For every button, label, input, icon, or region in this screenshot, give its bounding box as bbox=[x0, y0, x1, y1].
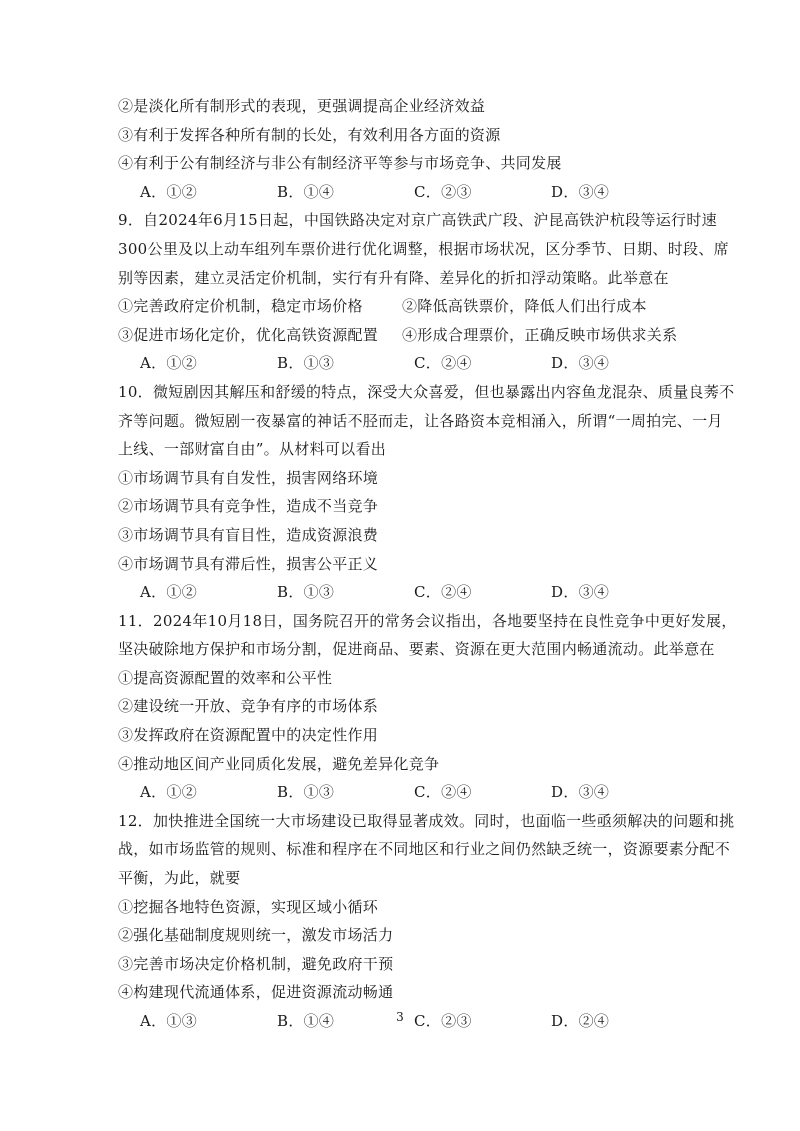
question-12 bbox=[118, 807, 735, 1036]
question-9 bbox=[118, 206, 729, 378]
choice-1: ①提高资源配置的效率和公平性 bbox=[118, 668, 333, 687]
option-d: D．③④ bbox=[551, 583, 610, 602]
answer-options bbox=[118, 349, 684, 378]
option-a: A．①② bbox=[140, 354, 198, 373]
question-stem-line: 10．微短剧因其解压和舒缓的特点，深受大众喜爱，但也暴露出内容鱼龙混杂、质量良莠不 bbox=[118, 382, 735, 401]
option-b: B．①④ bbox=[277, 1012, 335, 1030]
choice-row bbox=[118, 292, 684, 321]
option-b: B．①③ bbox=[277, 583, 335, 602]
question-stem-line: 坚决破除地方保护和市场分割，促进商品、要素、资源在更大范围内畅通流动。此举意在 bbox=[118, 640, 715, 659]
choice-1: ①挖掘各地特色资源，实现区域小循环 bbox=[118, 897, 379, 916]
question-11 bbox=[118, 607, 737, 807]
choice-4: ④构建现代流通体系，促进资源流动畅通 bbox=[118, 983, 394, 1002]
question-stem-line: 齐等问题。微短剧一夜暴富的神话不胫而走，让各路资本竞相涌入，所谓“一周拍完、一月 bbox=[118, 411, 723, 430]
choice-2: ②建设统一开放、竞争有序的市场体系 bbox=[118, 697, 379, 716]
option-c: C．②④ bbox=[414, 783, 472, 802]
choice-2: ②降低高铁票价，降低人们出行成本 bbox=[402, 297, 647, 316]
option-b: B．①④ bbox=[277, 182, 335, 201]
question-stem-line: 9．自2024年6月15日起，中国铁路决定对京广高铁武广段、沪昆高铁沪杭段等运行时速 bbox=[118, 211, 717, 230]
choice-3: ③完善市场决定价格机制，避免政府干预 bbox=[118, 954, 394, 973]
choice-3: ③市场调节具有盲目性，造成资源浪费 bbox=[118, 525, 379, 544]
option-c: C．②④ bbox=[414, 583, 472, 602]
option-b: B．①③ bbox=[277, 354, 335, 373]
question-stem-line: 12．加快推进全国统一大市场建设已取得显著成效。同时，也面临一些亟须解决的问题和挑 bbox=[118, 811, 735, 830]
question-10 bbox=[118, 378, 735, 607]
option-a: A．①③ bbox=[140, 1012, 198, 1030]
option-a: A．①② bbox=[140, 783, 198, 802]
question-stem-line: 别等因素，建立灵活定价机制，实行有升有降、差异化的折扣浮动策略。此举意在 bbox=[118, 268, 669, 287]
choice-3: ③促进市场化定价，优化高铁资源配置 bbox=[118, 325, 379, 344]
question-stem-line: 平衡，为此，就要 bbox=[118, 869, 241, 888]
choice-4: ④形成合理票价，正确反映市场供求关系 bbox=[402, 325, 678, 344]
option-c: C．②③ bbox=[414, 1012, 472, 1030]
answer-options bbox=[118, 578, 684, 607]
choice-1: ①完善政府定价机制，稳定市场价格 bbox=[118, 297, 363, 316]
choice-2: ②市场调节具有竞争性，造成不当竞争 bbox=[118, 497, 379, 516]
prev-question-tail bbox=[118, 92, 684, 206]
question-stem-line: 上线、一部财富自由”。从材料可以看出 bbox=[118, 440, 387, 459]
page-number: 3 bbox=[396, 1010, 404, 1024]
choice-row bbox=[118, 321, 684, 350]
option-b: B．①③ bbox=[277, 783, 335, 802]
choice-4: ④有利于公有制经济与非公有制经济平等参与市场竞争、共同发展 bbox=[118, 154, 562, 173]
answer-options bbox=[118, 178, 684, 207]
choice-3: ③发挥政府在资源配置中的决定性作用 bbox=[118, 726, 379, 745]
question-stem-line: 战，如市场监管的规则、标准和程序在不同地区和行业之间仍然缺乏统一，资源要素分配不 bbox=[118, 840, 731, 859]
choice-3: ③有利于发挥各种所有制的长处，有效利用各方面的资源 bbox=[118, 125, 501, 144]
choice-2: ②强化基础制度规则统一，激发市场活力 bbox=[118, 926, 394, 945]
choice-4: ④市场调节具有滞后性，损害公平正义 bbox=[118, 554, 379, 573]
page-content bbox=[118, 92, 737, 1036]
choice-2: ②是淡化所有制形式的表现，更强调提高企业经济效益 bbox=[118, 97, 486, 115]
option-c: C．②④ bbox=[414, 354, 472, 373]
option-d: D．③④ bbox=[551, 182, 610, 201]
choice-4: ④推动地区间产业同质化发展，避免差异化竞争 bbox=[118, 754, 440, 773]
option-c: C．②③ bbox=[414, 182, 472, 201]
choice-1: ①市场调节具有自发性，损害网络环境 bbox=[118, 468, 379, 487]
option-d: D．②④ bbox=[551, 1012, 610, 1030]
option-a: A．①② bbox=[140, 583, 198, 602]
answer-options bbox=[118, 778, 684, 807]
option-a: A．①② bbox=[140, 182, 198, 201]
option-d: D．③④ bbox=[551, 354, 610, 373]
option-d: D．③④ bbox=[551, 783, 610, 802]
question-stem-line: 300公里及以上动车组列车票价进行优化调整，根据市场状况，区分季节、日期、时段、席 bbox=[118, 239, 729, 258]
question-stem-line: 11．2024年10月18日，国务院召开的常务会议指出，各地要坚持在良性竞争中更好发展， bbox=[118, 611, 737, 630]
